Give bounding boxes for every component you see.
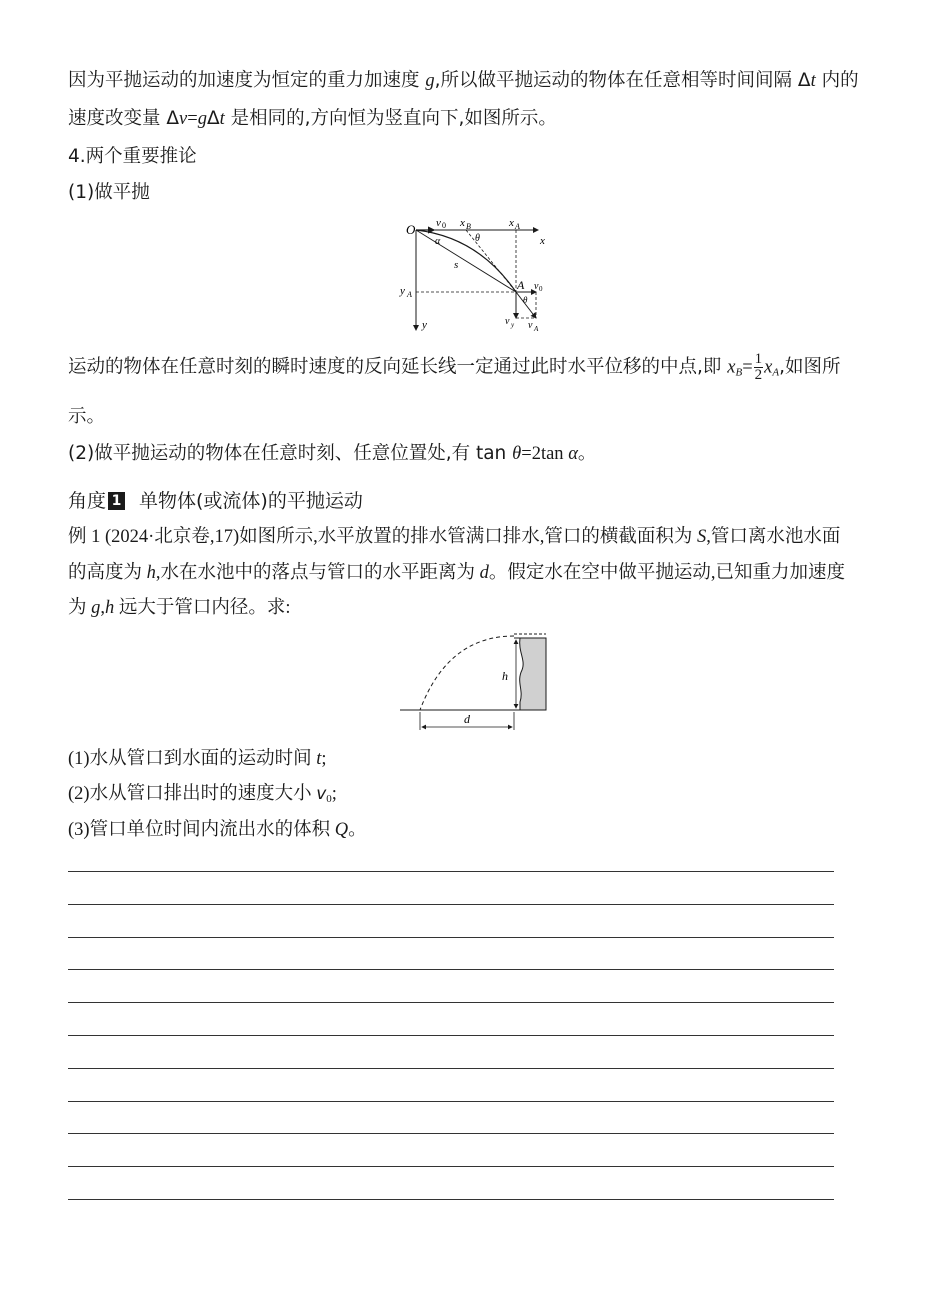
var-d: d xyxy=(479,563,489,583)
answer-line[interactable] xyxy=(68,1068,834,1069)
example-text: 远大于管口内径。求: xyxy=(114,598,291,618)
label-v0-at-A: v xyxy=(534,281,539,292)
label-yA-sub: A xyxy=(407,290,412,299)
answer-line[interactable] xyxy=(68,904,834,905)
var-alpha: α xyxy=(568,444,578,464)
var-S: S xyxy=(697,527,707,547)
question-3 xyxy=(68,817,367,843)
item-2-body: (2)做平抛运动的物体在任意时刻、任意位置处,有 tan xyxy=(68,443,513,464)
label-alpha: α xyxy=(435,236,441,247)
question-end: 。 xyxy=(348,820,367,840)
var-theta: θ xyxy=(512,444,522,464)
label-y: y xyxy=(422,319,427,331)
intro-line-2 xyxy=(68,106,557,132)
example-text: 。假定水在空中做平抛运动,已知重力加速度 xyxy=(488,563,846,583)
var-t: t xyxy=(219,109,225,129)
question-1 xyxy=(68,746,326,772)
example-text: ,水在水池中的落点与管口的水平距离为 xyxy=(155,563,480,583)
question-end: ; xyxy=(321,749,327,769)
drain-pipe-diagram xyxy=(398,630,553,734)
projectile-inference-diagram xyxy=(398,212,558,334)
sub-0: 0 xyxy=(326,793,332,805)
var-g: g xyxy=(91,598,101,618)
var-Q: Q xyxy=(334,820,349,840)
fraction-half xyxy=(754,352,764,383)
fraction-denominator: 2 xyxy=(754,367,763,383)
label-v0-sub: 0 xyxy=(442,221,446,230)
example-text: 的高度为 xyxy=(68,563,147,583)
label-xA: x xyxy=(509,217,514,229)
equals: = xyxy=(742,357,753,378)
displacement-s xyxy=(416,230,516,292)
equals: = xyxy=(187,109,198,129)
label-xA-sub: A xyxy=(515,222,520,231)
delta: Δ xyxy=(206,108,220,129)
item-2-body: =2tan xyxy=(521,444,569,464)
example-1-line-3 xyxy=(68,595,291,621)
item-1-head: (1)做平抛 xyxy=(68,182,150,203)
label-vy: v xyxy=(505,316,510,327)
answer-line[interactable] xyxy=(68,1199,834,1200)
label-yA: y xyxy=(400,285,405,297)
label-h: h xyxy=(502,669,508,683)
answer-line[interactable] xyxy=(68,969,834,970)
example-text: 例 1 (2024·北京卷,17)如图所示,水平放置的排水管满口排水,管口的横截面积为 xyxy=(68,527,697,547)
label-theta-A: θ xyxy=(523,295,528,305)
item-2-end: 。 xyxy=(577,443,597,464)
item-1-body-end: ,如图所 xyxy=(779,356,841,378)
answer-line[interactable] xyxy=(68,1035,834,1036)
intro-text: ,所以做平抛运动的物体在任意相等时间间隔 Δ xyxy=(434,70,811,91)
example-1-line-2 xyxy=(68,560,845,586)
var-t: t xyxy=(810,71,816,91)
var-g: g xyxy=(425,71,435,91)
example-text: 为 xyxy=(68,598,92,618)
var-h: h xyxy=(146,563,156,583)
answer-line[interactable] xyxy=(68,1101,834,1102)
intro-text: 内的 xyxy=(815,70,859,91)
question-2 xyxy=(68,781,337,812)
question-text: (3)管口单位时间内流出水的体积 xyxy=(68,820,335,840)
angle-label: 角度 xyxy=(68,490,107,512)
label-v0: v xyxy=(436,217,441,229)
label-vA: v xyxy=(528,320,533,331)
answer-line[interactable] xyxy=(68,1002,834,1003)
sub-A: A xyxy=(772,366,780,379)
item-2-text xyxy=(68,441,596,467)
section-4-title: 4.两个重要推论 xyxy=(68,146,197,167)
label-x: x xyxy=(540,235,545,247)
var-g: g xyxy=(197,109,207,129)
answer-line[interactable] xyxy=(68,1166,834,1167)
example-text: ,管口离水池水面 xyxy=(706,527,841,547)
label-A: A xyxy=(517,278,525,292)
intro-text: 因为平抛运动的加速度为恒定的重力加速度 xyxy=(68,70,426,91)
comma: , xyxy=(100,598,106,618)
angle-title: 单物体(或流体)的平抛运动 xyxy=(139,490,363,512)
pool-wall xyxy=(520,638,546,710)
water-trajectory xyxy=(420,636,514,710)
angle-heading xyxy=(68,488,363,514)
intro-text: 速度改变量 Δ xyxy=(68,108,180,129)
velocity-extension xyxy=(466,230,516,292)
item-1-text-cont: 示。 xyxy=(68,406,106,427)
intro-text: 是相同的,方向恒为竖直向下,如图所示。 xyxy=(224,108,557,129)
var-h: h xyxy=(105,598,115,618)
sub-B: B xyxy=(735,366,743,379)
var-v: v xyxy=(316,784,327,804)
intro-line-1 xyxy=(68,68,859,94)
var-v: v xyxy=(179,109,188,129)
angle-number-badge: 1 xyxy=(108,492,125,510)
label-xB-sub: B xyxy=(466,222,471,231)
label-vA-sub: A xyxy=(534,325,539,333)
label-s: s xyxy=(454,259,459,271)
var-xA: x xyxy=(764,357,773,378)
var-xB: x xyxy=(727,357,736,378)
example-1-line-1 xyxy=(68,524,840,550)
fraction-numerator: 1 xyxy=(754,351,763,367)
label-O: O xyxy=(406,222,416,237)
question-text: (1)水从管口到水面的运动时间 xyxy=(68,749,317,769)
answer-line[interactable] xyxy=(68,871,834,872)
answer-line[interactable] xyxy=(68,937,834,938)
label-vy-sub: y xyxy=(511,321,515,329)
question-text: (2)水从管口排出时的速度大小 xyxy=(68,784,317,804)
answer-line[interactable] xyxy=(68,1133,834,1134)
label-xB: x xyxy=(460,217,465,229)
question-end: ; xyxy=(331,784,337,804)
label-theta-top: θ xyxy=(475,233,480,244)
item-1-text xyxy=(68,352,841,386)
label-v0-at-A-sub: 0 xyxy=(539,285,543,293)
item-1-body: 运动的物体在任意时刻的瞬时速度的反向延长线一定通过此时水平位移的中点,即 xyxy=(68,356,728,378)
label-d: d xyxy=(464,712,470,726)
var-t: t xyxy=(316,749,322,769)
